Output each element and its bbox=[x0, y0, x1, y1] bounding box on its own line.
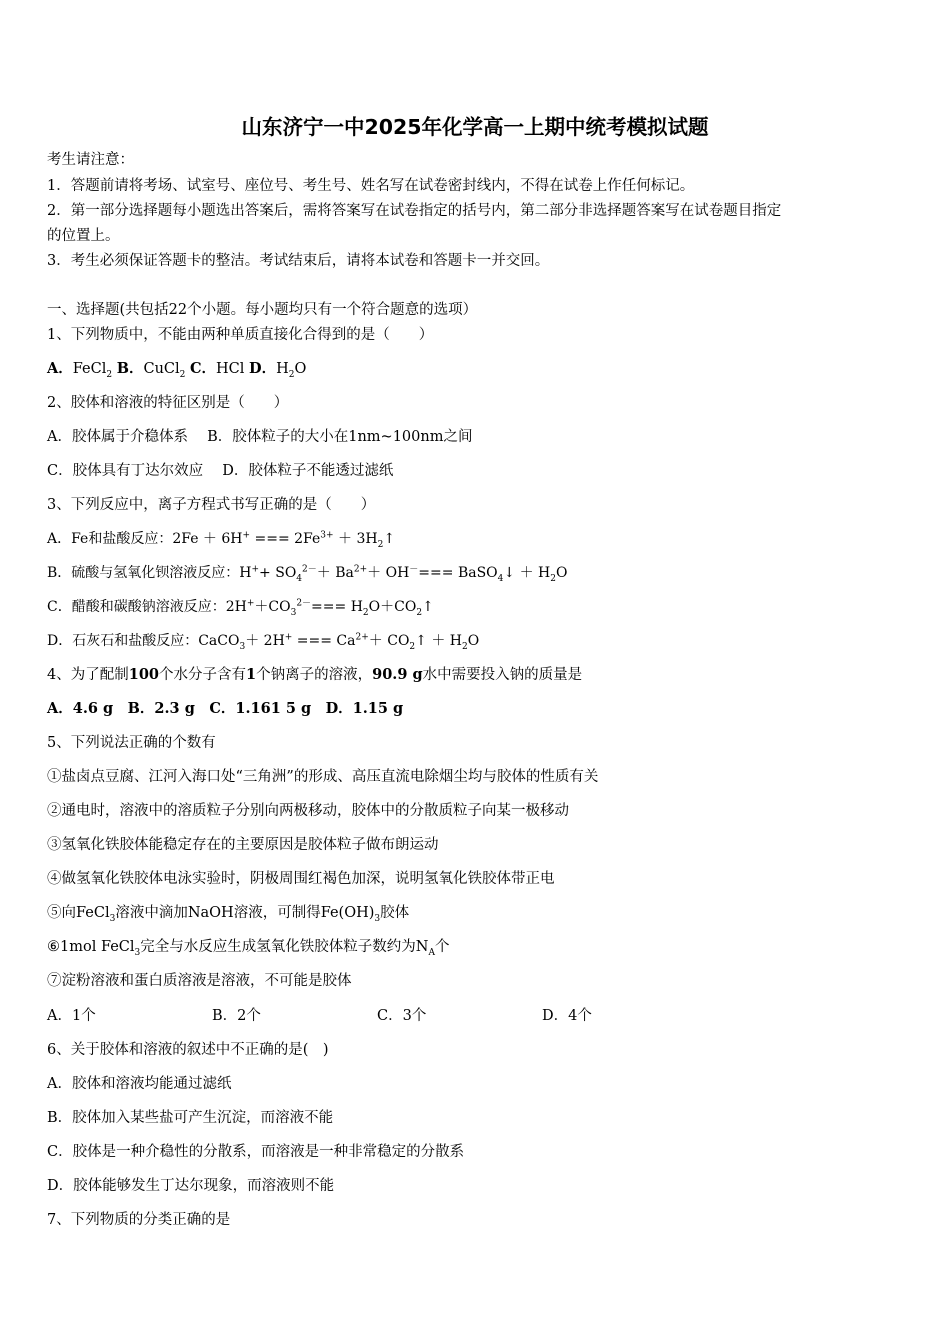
notice-item-3: 3．考生必须保证答题卡的整洁。考试结束后，请将本试卷和答题卡一并交回。 bbox=[47, 253, 550, 269]
notice-item-1: 1．答题前请将考场、试室号、座位号、考生号、姓名写在试卷密封线内，不得在试卷上作任何标记。 bbox=[47, 178, 695, 194]
question-3-option-a: A．Fe和盐酸反应：2Fe ＋ 6H+ === $2Fe^{3+}$ ＋ $3H_2↑$ bbox=[47, 530, 396, 550]
question-5-statement-5: ⑤向FeCl$_3$溶液中滴加NaOH溶液，可制得$Fe(OH)_3$胶体 bbox=[47, 905, 410, 924]
question-2-stem: 2、胶体和溶液的特征区别是（ ） bbox=[47, 395, 289, 411]
question-7-stem: 7、下列物质的分类正确的是 bbox=[47, 1212, 231, 1228]
question-6-option-c: C．胶体是一种介稳性的分散系，而溶液是一种非常稳定的分散系 bbox=[47, 1144, 465, 1160]
option-d: D．4个 bbox=[542, 1008, 592, 1024]
question-2-options-cd: C．胶体具有丁达尔效应 D．胶体粒子不能透过滤纸 bbox=[47, 463, 394, 479]
question-3-option-b: B．硫酸与氢氧化钡溶液反应：$H^++ SO_4^{2-}+ Ba^{2+}+ OH^-===$ BaSO$_4$↓ ＋ $H_2O$ bbox=[47, 564, 568, 584]
option-c: C．3个 bbox=[377, 1008, 427, 1024]
option-b: B．2个 bbox=[212, 1008, 261, 1024]
question-5-stem: 5、下列说法正确的个数有 bbox=[47, 735, 216, 751]
section-heading: 一、选择题(共包括22个小题。每小题均只有一个符合题意的选项） bbox=[47, 302, 478, 318]
question-3-option-d: D．石灰石和盐酸反应：CaCO$_3$＋ 2H+ === $Ca^{2+}+$ $CO_2↑ + H_2O$ bbox=[47, 632, 480, 652]
page-title: 山东济宁一中2025年化学高一上期中统考模拟试题 bbox=[241, 115, 709, 139]
question-3-stem: 3、下列反应中，离子方程式书写正确的是（ ） bbox=[47, 497, 376, 513]
question-5-statement-6: ⑥1mol FeCl$_3$完全与水反应生成氢氧化铁胶体粒子数约为$N_A$个 bbox=[47, 939, 450, 958]
question-5-statement-4: ④做氢氧化铁胶体电泳实验时，阴极周围红褐色加深，说明氢氧化铁胶体带正电 bbox=[47, 871, 555, 887]
question-6-stem: 6、关于胶体和溶液的叙述中不正确的是( ) bbox=[47, 1042, 329, 1058]
question-1-options: A．FeCl$_2$ B．CuCl$_2$ C．HCl D．$H_2O$ bbox=[47, 360, 307, 380]
question-2-options-ab: A．胶体属于介稳体系 B．胶体粒子的大小在1nm~100nm之间 bbox=[47, 429, 473, 445]
question-5-options bbox=[47, 1006, 662, 1026]
notice-item-2a: 2．第一部分选择题每小题选出答案后，需将答案写在试卷指定的括号内，第二部分非选择题答案写在试卷题目指定 bbox=[47, 203, 782, 219]
question-5-statement-1: ①盐卤点豆腐、江河入海口处“三角洲”的形成、高压直流电除烟尘均与胶体的性质有关 bbox=[47, 769, 599, 785]
question-5-statement-2: ②通电时，溶液中的溶质粒子分别向两极移动，胶体中的分散质粒子向某一极移动 bbox=[47, 803, 569, 819]
question-4-options: A．4.6 g B．2.3 g C．1.161 5 g D．1.15 g bbox=[47, 700, 404, 717]
notice-item-2b: 的位置上。 bbox=[47, 228, 120, 244]
question-6-option-b: B．胶体加入某些盐可产生沉淀，而溶液不能 bbox=[47, 1110, 334, 1126]
option-a: A．1个 bbox=[47, 1008, 96, 1024]
notice-heading: 考生请注意： bbox=[47, 152, 134, 168]
question-5-statement-7: ⑦淀粉溶液和蛋白质溶液是溶液，不可能是胶体 bbox=[47, 973, 352, 989]
question-5-statement-3: ③氢氧化铁胶体能稳定存在的主要原因是胶体粒子做布朗运动 bbox=[47, 837, 439, 853]
question-6-option-d: D．胶体能够发生丁达尔现象，而溶液则不能 bbox=[47, 1178, 335, 1194]
question-3-option-c: C．醋酸和碳酸钠溶液反应：$2H^++CO_3^{2-}===$ $H_2O+CO_2↑$ bbox=[47, 598, 434, 618]
question-1-stem: 1、下列物质中，不能由两种单质直接化合得到的是（ ） bbox=[47, 327, 434, 343]
question-4-stem: 4、为了配制100个水分子含有1个钠离子的溶液，90.9 g水中需要投入钠的质量是 bbox=[47, 666, 583, 683]
question-6-option-a: A．胶体和溶液均能通过滤纸 bbox=[47, 1076, 232, 1092]
